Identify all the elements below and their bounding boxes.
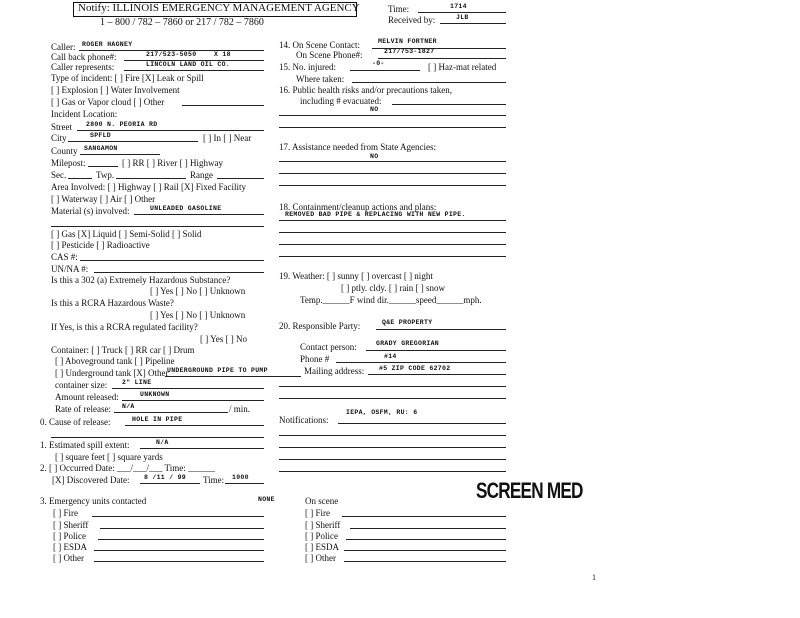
q17-label: 17. Assistance needed from State Agencies: [279,142,436,152]
rp-phone-label: Phone # [300,354,330,364]
gas-vapor-options: [ ] Gas or Vapor cloud [ ] Other [51,97,165,107]
unna-line [94,272,264,273]
street-line [77,130,264,131]
unit-police-line [98,539,264,540]
rcra-question: Is this a RCRA Hazardous Waste? [51,298,174,308]
rp-phone-value: #14 [384,353,397,360]
discovered-line [140,483,200,484]
container-options: Container: [ ] Truck [ ] RR car [ ] Drum [51,345,195,355]
q17-line-3 [279,185,506,186]
onscene-unit-fire: [ ] Fire [305,508,330,518]
page-mark: 1 [592,573,596,582]
aboveground-options: [ ] Aboveground tank [ ] Pipeline [55,356,175,366]
onscene-unit-sheriff: [ ] Sheriff [305,520,341,530]
evacuated-line [392,104,506,105]
unit-police: [ ] Police [53,531,86,541]
unit-sheriff-line [100,528,264,529]
onscene-other-line [344,561,506,562]
unit-other-line [94,561,264,562]
received-label: Received by: [388,15,436,25]
regulated-options: [ ] Yes [ ] No [200,334,247,344]
regulated-question: If Yes, is this a RCRA regulated facility? [51,322,198,332]
unit-fire: [ ] Fire [53,508,78,518]
mailing-line-2 [279,386,506,387]
q20-line [376,329,506,330]
mailing-address-value: #5 ZIP CODE 62702 [379,365,451,372]
where-taken-label: Where taken: [296,74,345,84]
weather-measurements: Temp.______F wind dir.______speed______mph. [300,295,482,305]
onscene-unit-esda: [ ] ESDA [305,542,339,552]
received-line [440,23,506,24]
occurred-row: 2. [ ] Occurred Date: ___/___/___ Time: ______ [40,463,215,473]
in-near-options: [ ] In [ ] Near [203,133,252,143]
container-size-value: 2" LINE [122,379,152,386]
incident-location-label: Incident Location: [51,109,118,119]
contact-person-label: Contact person: [300,342,357,352]
onscene-unit-police: [ ] Police [305,531,338,541]
q14-value: MELVIN FORTNER [378,38,437,45]
county-line [80,154,160,155]
caller-label: Caller: [51,42,76,52]
q17-line-2 [279,173,506,174]
rp-phone-line [336,362,506,363]
onscene-label: On scene [305,496,339,506]
callback-label: Call back phone#: [51,52,117,62]
evacuated-label: including # evacuated: [300,96,382,106]
container-size-label: container size: [55,380,108,390]
q20-label: 20. Responsible Party: [279,321,361,331]
q17-value: NO [370,153,379,160]
discovered-time-value: 1000 [232,474,249,481]
represents-label: Caller represents: [51,62,115,72]
explosion-options: [ ] Explosion [ ] Water Involvement [51,85,180,95]
onscene-phone-value: 217/753-1827 [384,48,435,55]
represents-line [124,70,264,71]
cas-line [80,260,264,261]
q302-options: [ ] Yes [ ] No [ ] Unknown [150,286,246,296]
unit-other: [ ] Other [53,553,84,563]
caller-value: ROGER HAGNEY [82,41,133,48]
cause-value: HOLE IN PIPE [132,416,183,423]
notifications-line-3 [279,447,506,448]
contacted-label: 3. Emergency units contacted [40,496,147,506]
other-line [182,105,264,106]
discovered-time-label: Time: [203,475,225,485]
notifications-line-4 [279,459,506,460]
underground-value: UNDERGROUND PIPE TO PUMP [167,367,268,374]
city-label: City [51,133,67,143]
time-line [418,12,506,13]
unit-esda: [ ] ESDA [53,542,87,552]
material-label: Material (s) involved: [51,206,130,216]
q16-value: NO [370,106,379,113]
cause-line-2 [51,437,264,438]
pesticide-options: [ ] Pesticide [ ] Radioactive [51,240,150,250]
city-value: SPFLD [90,132,112,139]
amount-line [122,400,264,401]
notifications-value: IEPA, OSFM, RU: 6 [346,409,418,416]
discovered-time-line [225,483,264,484]
rate-line [114,412,228,413]
weather-options-2: [ ] ptly. cldy. [ ] rain [ ] snow [341,283,446,293]
q15-value: -0- [372,60,385,67]
notifications-label: Notifications: [279,415,329,425]
notifications-line-2 [279,435,506,436]
range-line [217,178,264,179]
container-size-line [112,388,264,389]
q20-value: Q&E PROPERTY [382,319,433,326]
range-label: Range [190,170,213,180]
city-line [68,141,198,142]
area-unit-options: [ ] square feet [ ] square yards [55,452,163,462]
q16-label: 16. Public health risks and/or precautions taken, [279,85,452,95]
waterway-options: [ ] Waterway [ ] Air [ ] Other [51,194,156,204]
cause-label: 0. Cause of release: [40,417,111,427]
extent-line [140,448,264,449]
discovered-label: [X] Discovered Date: [52,475,130,485]
cas-label: CAS #: [51,252,78,262]
rate-label: Rate of release: [55,404,111,414]
q19-weather: 19. Weather: [ ] sunny [ ] overcast [ ] night [279,271,433,281]
amount-value: UNKNOWN [140,391,170,398]
onscene-unit-other: [ ] Other [305,553,336,563]
twp-line [116,178,186,179]
contact-person-line [366,350,506,351]
time-label: Time: [388,4,410,14]
q14-label: 14. On Scene Contact: [279,40,360,50]
unna-label: UN/NA #: [51,264,89,274]
onscene-phone-line [378,58,506,59]
q302-question: Is this a 302 (a) Extremely Hazardous Substance? [51,275,231,285]
county-label: County [51,146,78,156]
q15-line [350,70,420,71]
extent-value: N/A [156,439,169,446]
notifications-line-1 [338,423,506,424]
street-label: Street [51,122,72,132]
extent-label: 1. Estimated spill extent: [40,440,130,450]
received-value: JLB [456,14,469,21]
q17-line-1 [279,161,506,162]
mailing-line-3 [279,398,506,399]
notifications-line-5 [279,471,506,472]
underground-line [165,376,301,377]
contact-person-value: GRADY GREGORIAN [376,340,440,347]
sec-line [68,178,92,179]
hotline-numbers: 1 – 800 / 782 – 7860 or 217 / 782 – 7860 [100,17,264,28]
rcra-options: [ ] Yes [ ] No [ ] Unknown [150,310,246,320]
q18-line-1 [279,220,506,221]
q16-line-2 [279,115,506,116]
onscene-fire-line [342,516,506,517]
q18-line-3 [279,244,506,245]
q18-line-4 [279,256,506,257]
mailing-address-label: Mailing address: [304,366,365,376]
cause-line [125,425,264,426]
onscene-sheriff-line [350,528,506,529]
hazmat-option: [ ] Haz-mat related [428,62,497,72]
form-title: Notify: ILLINOIS EMERGENCY MANAGEMENT AGENCY [78,2,360,14]
sec-label: Sec. [51,170,67,180]
unit-sheriff: [ ] Sheriff [53,520,89,530]
rate-value: N/A [122,403,135,410]
milepost-line [88,166,118,167]
callback-value: 217/523-5050 [146,51,197,58]
street-value: 2800 N. PEORIA RD [86,121,158,128]
onscene-police-line [346,539,506,540]
q18-label: 18. Containment/cleanup actions and plans: [279,202,437,212]
rate-unit: / min. [229,404,251,414]
county-value: SANGAMON [84,145,118,152]
where-taken-line [352,82,506,83]
discovered-value: 8 /11 / 99 [144,474,187,481]
rr-river-highway-options: [ ] RR [ ] River [ ] Highway [122,158,223,168]
unit-esda-line [94,550,264,551]
q16-line-3 [279,127,506,128]
q18-value: REMOVED BAD PIPE & REPLACING WITH NEW PIPE. [285,211,466,218]
q15-label: 15. No. injured: [279,62,336,72]
incident-type: Type of incident: [ ] Fire [X] Leak or Spill [51,73,204,83]
screen-med-stamp: SCREEN MED [476,478,583,503]
material-value: UNLEADED GASOLINE [150,205,222,212]
contacted-value: NONE [258,496,275,503]
milepost-label: Milepost: [51,158,86,168]
state-options: [ ] Gas [X] Liquid [ ] Semi-Solid [ ] Solid [51,229,202,239]
area-involved: Area Involved: [ ] Highway [ ] Rail [X] Fixed Facility [51,182,246,192]
material-line-2 [51,226,264,227]
mailing-address-line [368,374,506,375]
underground-label: [ ] Underground tank [X] Other [55,368,169,378]
onscene-esda-line [344,550,506,551]
material-line [134,214,264,215]
q18-line-2 [279,232,506,233]
twp-label: Twp. [96,170,115,180]
amount-label: Amount released: [55,392,119,402]
unit-fire-line [92,516,264,517]
onscene-phone-label: On Scene Phone#: [296,50,363,60]
represents-value: LINCOLN LAND OIL CO. [146,61,231,68]
time-value: 1714 [450,3,467,10]
callback-ext: X 18 [214,51,231,58]
